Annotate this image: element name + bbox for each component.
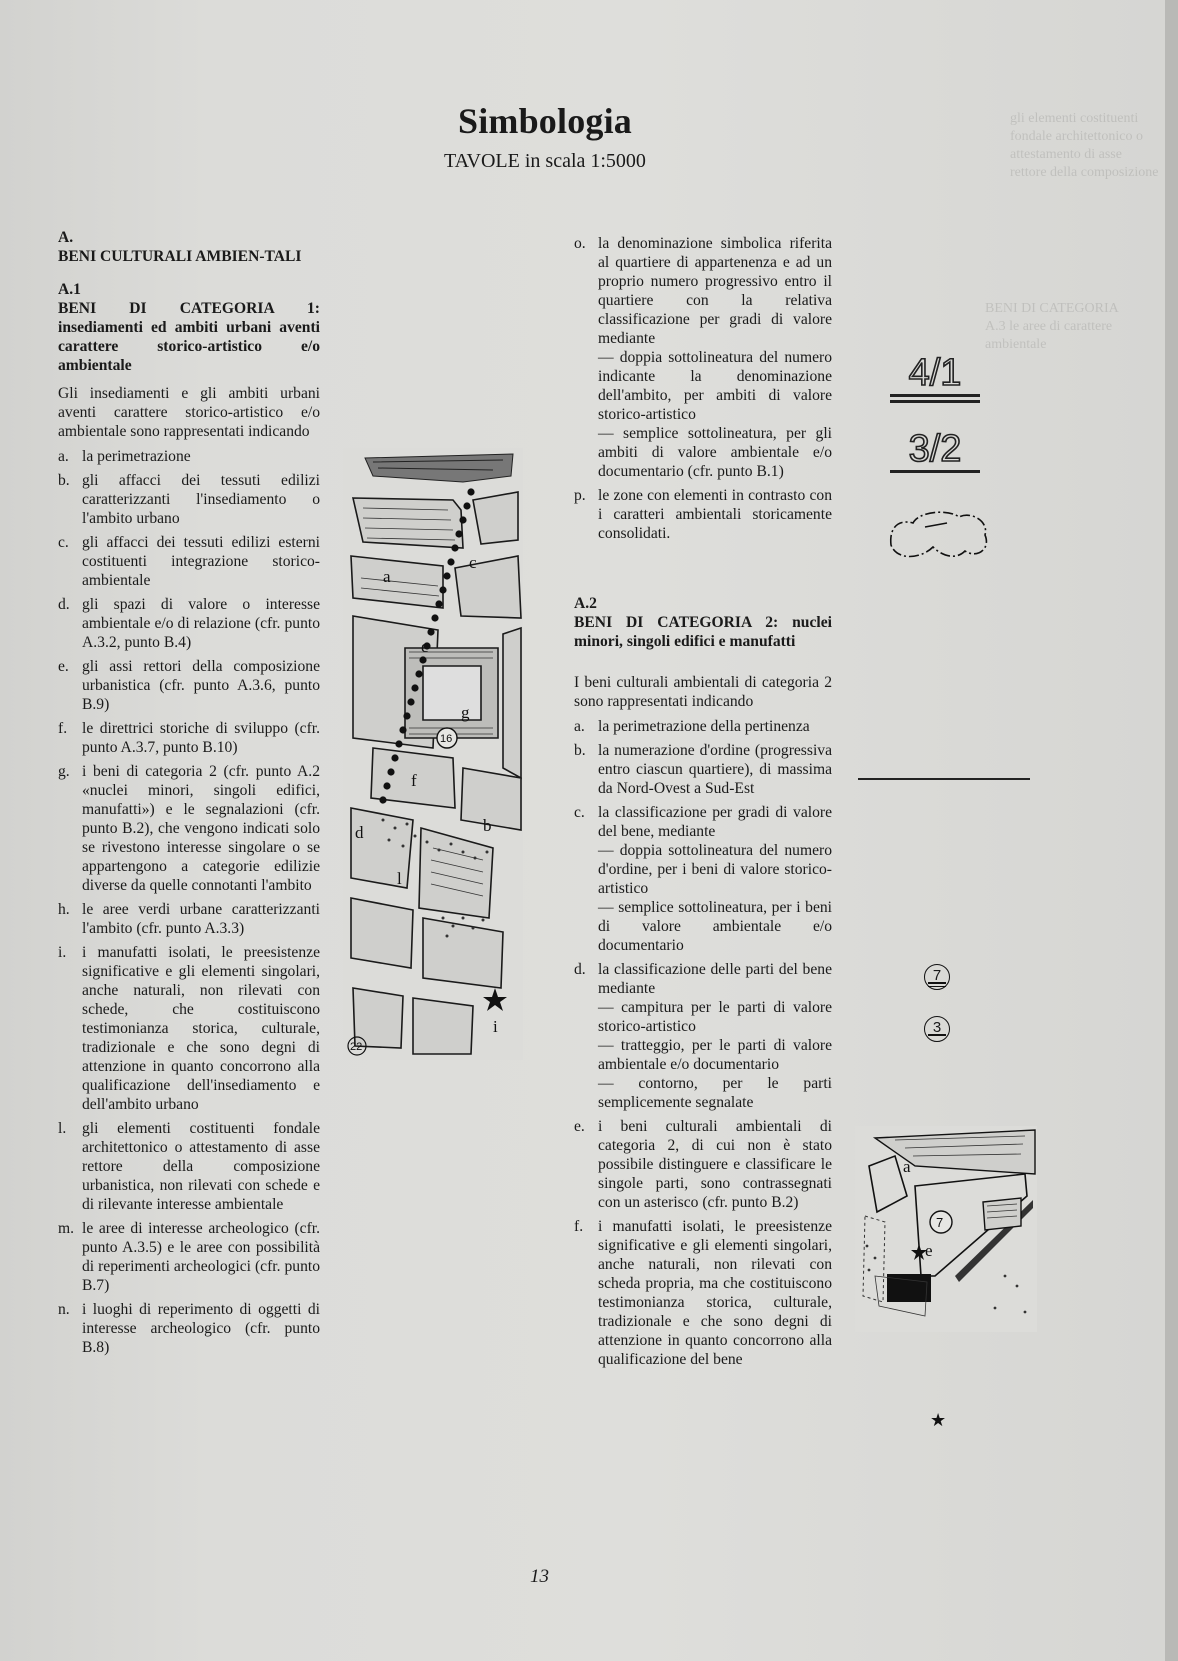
list-item: f. i manufatti isolati, le preesistenze significative e gli elementi singolari, anche naturali, non rilevati con scheda propria, ma che costituiscono testimonianza storica, culturale, tradizionale e che sono degni di attenzione in quanto concorrono alla qualificazione del bene [574,1218,832,1368]
list-item-letter: c. [58,534,69,551]
map-label-e: e [421,637,429,656]
map-b-label-a: a [903,1157,911,1176]
map-number-16-text: 16 [440,733,453,745]
list-item-text: gli affacci dei tessuti edilizi caratterizzanti l'insediamento o l'ambito urbano [82,472,320,527]
symbol-ambito-ambientale: 3/2 [890,430,980,473]
list-item-letter: a. [58,448,69,465]
list-item-letter: b. [58,472,70,489]
page-title: Simbologia [457,101,633,141]
list-item: d. la classificazione delle parti del bene mediante — campitura per le parti di valore storico-artistico — tratteggio, per le parti di valore ambientale e/o documentario — contorno, per le parti semplicemente segnalate [574,961,832,1111]
bleed-through-text: BENI DI CATEGORIA A.3 le aree di carattere ambientale [985,301,1118,352]
list-item-text: le aree di interesse archeologico (cfr. punto A.3.5) e le aree con possibilità di reperimenti archeologici (cfr. punto B.7) [82,1220,320,1294]
map-number-22-text: 22 [350,1041,363,1053]
list-item-text: i manufatti isolati, le preesistenze significative e gli elementi singolari, anche naturali, non rilevati con schede, che costituiscono testimonianza storica, culturale, tradizionale e che sono degni di attenzione in quanto concorrono alla qualificazione dell'insediamento e dell'ambito urbano [82,944,320,1113]
map-label-b: b [483,816,492,835]
ambito-map-illustration [343,448,523,1060]
list-item-letter: g. [58,763,70,780]
map-b-label-e: e [925,1241,933,1260]
list-item-text: i beni di categoria 2 (cfr. punto A.2 «nuclei minori, singoli edifici, manufatti») e le segnalazioni (cfr. punto B.2), che vengono indicati solo se rivestono interesse singolare o se appartengono a categorie edilizie diverse da quelle connotanti l'ambito [82,763,320,894]
list-item [58,1300,320,1357]
symbol-star: ★ [930,1410,947,1431]
section-a1-list [58,447,320,1357]
list-item [58,719,320,757]
list-item-text: le aree verdi urbane caratterizzanti l'ambito (cfr. punto A.3.3) [82,901,320,937]
symbol-bene-ambientale: 3 [922,1016,952,1036]
list-item-text: i luoghi di reperimento di oggetti di interesse archeologico (cfr. punto B.8) [82,1301,320,1356]
list-item [58,533,320,590]
page-edge-shadow [1165,0,1178,1661]
section-a2-title: BENI DI CATEGORIA 2: nuclei minori, singoli edifici e manufatti [574,614,832,650]
symbol-ambito-storico-artistico: 4/1 [890,354,980,403]
list-item-letter: n. [58,1301,70,1318]
symbol-contrast-zone [885,505,995,563]
map-label-f: f [411,771,417,790]
list-item-text: gli assi rettori della composizione urbanistica (cfr. punto A.3.6, punto B.9) [82,658,320,713]
section-a1-title: BENI DI CATEGORIA 1: insediamenti ed ambiti urbani aventi carattere storico-artistico e/o ambientale [58,300,320,374]
section-a1-code: A.1 [58,281,81,298]
symbol-bene-storico-artistico: 7 [922,964,952,987]
list-item: c. la classificazione per gradi di valore del bene, mediante — doppia sottolineatura del numero d'ordine, per i beni di valore storico-artistico — semplice sottolineatura, per i beni di valore ambientale e/o documentario [574,804,832,954]
list-item-letter: e. [58,658,69,675]
list-item [58,447,320,466]
list-item-text: la perimetrazione [82,448,191,465]
left-column [58,228,320,1362]
map-label-g: g [461,703,470,722]
bene-map-illustration [855,1126,1037,1332]
list-item-text: gli elementi costituenti fondale architettonico o attestamento di asse rettore della composizione urbanistica, non rilevati con schede e di rilevante interesse ambientale [82,1120,320,1213]
map-b-number-7: 7 [936,1215,944,1230]
list-item-letter: h. [58,901,70,918]
page-number: 13 [530,1566,549,1587]
map-label-l: l [397,869,402,888]
list-item [58,943,320,1114]
list-item [58,657,320,714]
middle-column [574,234,832,1374]
list-item-text: gli spazi di valore o interesse ambientale e/o di relazione (cfr. punto A.3.2, punto B.4) [82,596,320,651]
section-a2-intro: I beni culturali ambientali di categoria 2 sono rappresentati indicando [574,674,832,710]
map-label-d: d [355,823,364,842]
list-item: a. la perimetrazione della pertinenza [574,718,810,735]
map-label-i: i [493,1017,498,1036]
list-item [58,595,320,652]
list-item [58,900,320,938]
list-item-letter: i. [58,944,67,961]
section-a2-code: A.2 [574,595,597,612]
list-item-letter: f. [58,720,68,737]
list-item-letter: d. [58,596,70,613]
list-item-letter: m. [58,1220,75,1237]
list-item: p. le zone con elementi in contrasto con i caratteri ambientali storicamente consolidati. [574,487,832,542]
list-item: b. la numerazione d'ordine (progressiva entro ciascun quartiere), di massima da Nord-Ovest a Sud-Est [574,742,832,797]
list-item: o. la denominazione simbolica riferita al quartiere di appartenenza e ad un proprio numero progressivo entro il quartiere con la relativa classificazione per gradi di valore mediante — doppia sottolineatura del numero indicante la denominazione dell'ambito, per ambiti di valore storico-artistico — semplice sottolineatura, per gli ambiti di valore ambientale e/o documentario (cfr. punto B.1) [574,235,832,480]
list-item [58,471,320,528]
list-item [58,762,320,895]
column-divider [858,778,1030,780]
bleed-through-text: gli elementi costituenti fondale architettonico o attestamento di asse rettore della composizione [1010,111,1159,180]
section-a-code: A. [58,229,74,246]
list-item: e. i beni culturali ambientali di categoria 2, di cui non è stato possibile distinguere e classificare le singole parti, sono contrassegnati con un asterisco (cfr. punto B.2) [574,1118,832,1211]
list-item [58,1119,320,1214]
page-subtitle: TAVOLE in scala 1:5000 [444,150,646,172]
section-a-title: BENI CULTURALI AMBIEN-TALI [58,248,302,265]
map-label-a: a [383,567,391,586]
list-item-text: le direttrici storiche di sviluppo (cfr. punto A.3.7, punto B.10) [82,720,320,756]
list-item [58,1219,320,1295]
list-item-letter: l. [58,1120,67,1137]
map-number-16 [437,728,457,748]
map-label-c: c [469,553,477,572]
list-item-text: gli affacci dei tessuti edilizi esterni costituenti integrazione storico-ambientale [82,534,320,589]
section-a1-intro: Gli insediamenti e gli ambiti urbani aventi carattere storico-artistico e/o ambientale sono rappresentati indicando [58,385,320,440]
